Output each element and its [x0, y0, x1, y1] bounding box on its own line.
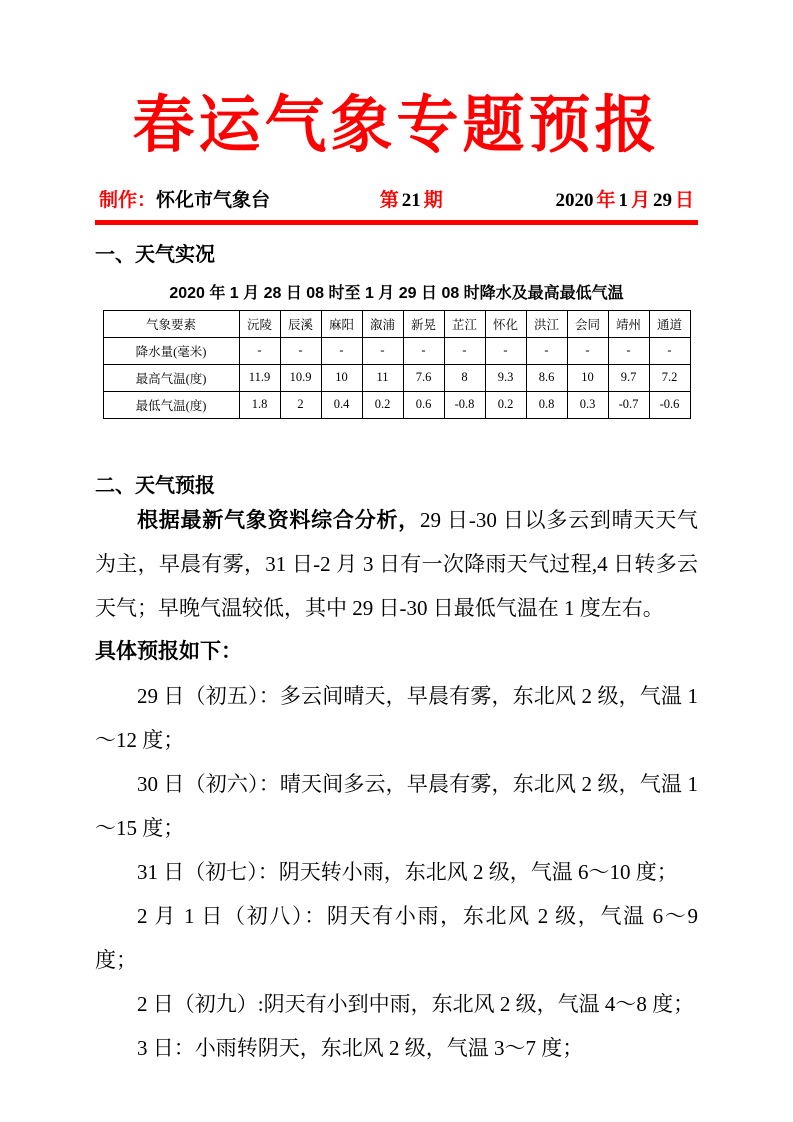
table-cell: - [485, 337, 526, 364]
table-cell: 0.3 [567, 391, 608, 418]
table-cell: 1.8 [239, 391, 280, 418]
table-cell: 10.9 [280, 364, 321, 391]
issue-number [380, 185, 443, 212]
page-title: 春运气象专题预报 [132, 92, 661, 160]
summary-lead: 根据最新气象资料综合分析， [137, 507, 421, 532]
table-cell: 7.6 [403, 364, 444, 391]
header-cell-city: 溆浦 [362, 310, 403, 337]
table-cell: 8.6 [526, 364, 567, 391]
red-divider [95, 220, 698, 225]
issue-suffix: 期 [423, 189, 443, 211]
table-header-row [103, 310, 690, 337]
date-month-unit: 月 [630, 189, 650, 211]
header-cell-city: 洪江 [526, 310, 567, 337]
header-cell-city: 新晃 [403, 310, 444, 337]
table-cell: 11 [362, 364, 403, 391]
producer-label: 制作： [99, 189, 157, 211]
issue-prefix: 第 [379, 189, 399, 211]
table-cell: 0.6 [403, 391, 444, 418]
header-cell-city: 辰溪 [280, 310, 321, 337]
table-cell: - [280, 337, 321, 364]
table-cell: 8 [444, 364, 485, 391]
date-year: 2020 [555, 189, 594, 211]
header-cell-city: 通道 [649, 310, 690, 337]
table-cell: - [567, 337, 608, 364]
table-cell: 0.2 [485, 391, 526, 418]
table-cell: 7.2 [649, 364, 690, 391]
section2-heading: 二、天气预报 [95, 474, 215, 497]
table-cell: 9.3 [485, 364, 526, 391]
date-day: 29 [652, 189, 672, 211]
table-cell: -0.7 [608, 391, 649, 418]
header-cell-city: 麻阳 [321, 310, 362, 337]
producer [99, 185, 270, 212]
table-cell: 10 [567, 364, 608, 391]
issue-date [552, 185, 694, 212]
table-cell: 0.2 [362, 391, 403, 418]
section1-heading: 一、天气实况 [95, 243, 215, 266]
date-day-unit: 日 [674, 189, 694, 211]
forecast-line-day31: 31 日（初七）：阴天转小雨，东北风 2 级，气温 6～10 度； [137, 859, 678, 884]
table-cell: - [649, 337, 690, 364]
forecast-line-feb2: 2 日（初九）:阴天有小到中雨，东北风 2 级，气温 4～8 度； [137, 991, 695, 1016]
table-cell: 2 [280, 391, 321, 418]
header-cell-city: 会同 [567, 310, 608, 337]
table-cell: -0.6 [649, 391, 690, 418]
table-cell: -0.8 [444, 391, 485, 418]
table-cell: - [444, 337, 485, 364]
table-cell: - [362, 337, 403, 364]
header-cell-element: 气象要素 [103, 310, 239, 337]
table-cell: - [526, 337, 567, 364]
table-row-precipitation [103, 337, 690, 364]
table-cell: - [239, 337, 280, 364]
forecast-line-feb3: 3 日：小雨转阴天，东北风 2 级，气温 3～7 度； [137, 1035, 584, 1060]
table-row-min-temp [103, 391, 690, 418]
date-year-unit: 年 [596, 189, 616, 211]
header-cell-city: 怀化 [485, 310, 526, 337]
table-cell: 0.4 [321, 391, 362, 418]
row-label: 降水量(毫米) [103, 337, 239, 364]
forecast-line-day29: 29 日（初五）：多云间晴天，早晨有雾，东北风 2 级，气温 1～12 度； [95, 683, 698, 752]
table-cell: - [321, 337, 362, 364]
table-cell: - [403, 337, 444, 364]
producer-value: 怀化市气象台 [156, 189, 271, 211]
row-label: 最低气温(度) [103, 391, 239, 418]
summary-rest: 29 日-30 日以多云到晴天天气为主，早晨有雾，31 日-2 月 3 日有一次降雨天气过程,4 日转多云天气；早晚气温较低，其中 29 日-30 日最低气温在 1 度左右。 [95, 507, 699, 620]
header-cell-city: 芷江 [444, 310, 485, 337]
table-cell: 10 [321, 364, 362, 391]
table-title: 2020 年 1 月 28 日 08 时至 1 月 29 日 08 时降水及最高最低气温 [169, 284, 624, 302]
weather-table [103, 310, 691, 419]
table-cell: 0.8 [526, 391, 567, 418]
table-row-max-temp [103, 364, 690, 391]
meta-line [95, 185, 698, 220]
issue-value: 21 [401, 189, 421, 211]
table-cell: 9.7 [608, 364, 649, 391]
table-cell: 11.9 [239, 364, 280, 391]
forecast-line-day30: 30 日（初六）：晴天间多云，早晨有雾，东北风 2 级，气温 1～15 度； [95, 771, 698, 840]
summary-paragraph [95, 498, 698, 630]
header-cell-city: 沅陵 [239, 310, 280, 337]
table-cell: - [608, 337, 649, 364]
date-month: 1 [618, 189, 628, 211]
header-cell-city: 靖州 [608, 310, 649, 337]
row-label: 最高气温(度) [103, 364, 239, 391]
forecast-line-feb1: 2 月 1 日（初八）：阴天有小雨，东北风 2 级，气温 6～9 度； [95, 903, 698, 972]
detail-heading: 具体预报如下： [95, 639, 242, 663]
